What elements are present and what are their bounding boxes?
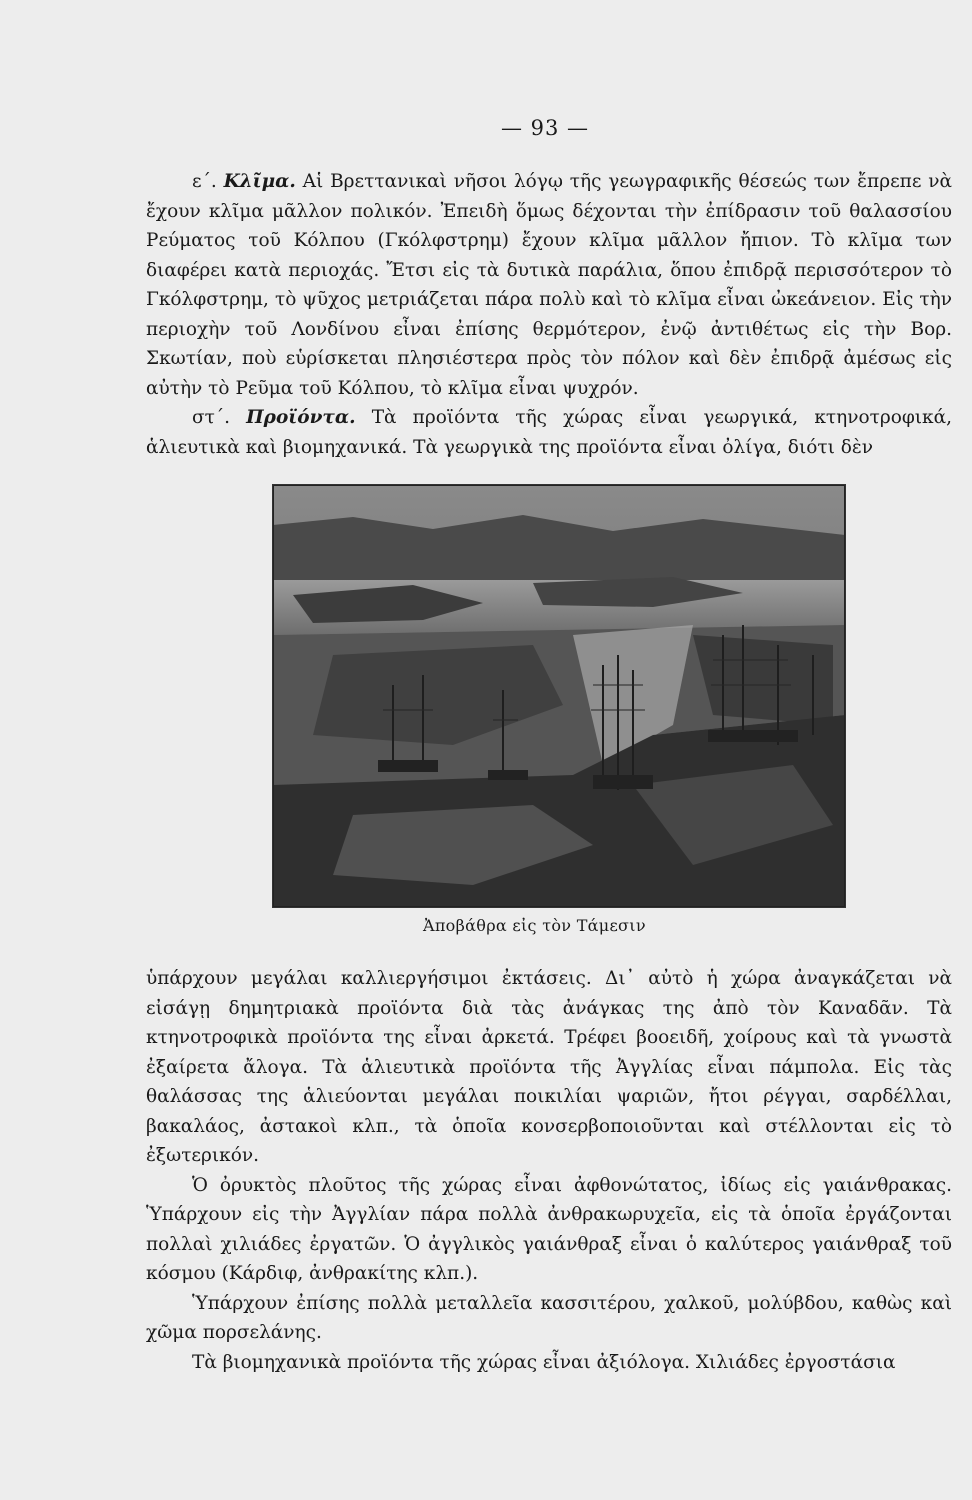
paragraph-agriculture-livestock-fishing: ὑπάρχουν μεγάλαι καλλιεργήσιμοι ἐκτάσεις. Δι᾿ αὐτὸ ἡ χώρα ἀναγκάζεται νὰ εἰσάγῃ δημητριακὰ προϊόντα διὰ τὰς ἀνάγκας της ἀπὸ τὸν Καναδᾶν. Τὰ κτηνοτροφικὰ προϊόντα της εἶναι ἀρκετά. Τρέφει βοοειδῆ, χοίρους καὶ τὰ γνωστὰ ἐξαίρετα ἄλογα. Τὰ ἁλιευτικὰ προϊόντα τῆς Ἀγγλίας εἶναι πάμπολα. Εἰς τὰς θαλάσσας της ἁλιεύονται μεγάλαι ποικιλίαι ψαριῶν, ἤτοι ρέγγαι, σαρδέλλαι, βακαλάος, ἀστακοὶ κλπ., τὰ ὁποῖα κονσερβοποιοῦνται καὶ στέλλονται εἰς τὸ ἐξωτερικόν. (146, 968, 952, 1166)
heading-climate: Κλῖμα. (223, 171, 296, 192)
figure-caption: Ἀποβάθρα εἰς τὸν Τάμεσιν (423, 916, 646, 935)
lower-text-block (146, 964, 952, 1377)
paragraph-mineral-wealth: Ὁ ὀρυκτὸς πλοῦτος τῆς χώρας εἶναι ἀφθονώτατος, ἰδίως εἰς γαιάνθρακας. Ὑπάρχουν εἰς τὴν Ἀγγλίαν πάρα πολλὰ ἀνθρακωρυχεῖα, εἰς τὰ ὁποῖα ἐργάζονται πολλαὶ χιλιάδες ἐργατῶν. Ὁ ἀγγλικὸς γαιάνθραξ εἶναι ὁ καλύτερος γαιάνθραξ τοῦ κόσμου (Κάρδιφ, ἀνθρακίτης κλπ.). (146, 1174, 952, 1284)
heading-products: Προϊόντα. (246, 407, 356, 428)
harbor-photo-illustration (273, 485, 845, 907)
section-marker-st: στ΄. (192, 407, 230, 428)
paragraph-climate (146, 167, 952, 403)
products-text: Τὰ προϊόντα τῆς χώρας εἶναι γεωργικά, κτηνοτροφικά, ἁλιευτικὰ καὶ βιομηχανικά. Τὰ γεωργικὰ της προϊόντα εἶναι ὀλίγα, διότι δὲν (146, 407, 952, 458)
climate-text: Αἱ Βρεττανικαὶ νῆσοι λόγῳ τῆς γεωγραφικῆς θέσεώς των ἔπρεπε νὰ ἔχουν κλῖμα μᾶλλον πολικόν. Ἐπειδὴ ὅμως δέχονται τὴν ἐπίδρασιν τοῦ θαλασσίου Ρεύματος τοῦ Κόλπου (Γκόλφστρημ) ἔχουν κλῖμα μᾶλλον ἤπιον. Τὸ κλῖμα των διαφέρει κατὰ περιοχάς. Ἔτσι εἰς τὰ δυτικὰ παράλια, ὅπου ἐπιδρᾷ περισσότερον τὸ Γκόλφστρημ, τὸ ψῦχος μετριάζεται πάρα πολὺ καὶ τὸ κλῖμα εἶναι ὠκεάνειον. Εἰς τὴν περιοχὴν τοῦ Λονδίνου εἶναι ἐπίσης θερμότερον, ἐνῷ ἀντιθέτως εἰς τὴν Βορ. Σκωτίαν, ποὺ εὑρίσκεται πλησιέστερα πρὸς τὸν πόλον καὶ δὲν ἐπιδρᾷ ἀμέσως εἰς αὐτὴν τὸ Ρεῦμα τοῦ Κόλπου, τὸ κλῖμα εἶναι ψυχρόν. (146, 171, 952, 399)
paragraph-products (146, 403, 952, 462)
thames-dock-photo (272, 484, 846, 908)
page-number: — 93 — (500, 116, 590, 140)
paragraph-industry: Τὰ βιομηχανικὰ προϊόντα τῆς χώρας εἶναι ἀξιόλογα. Χιλιάδες ἐργοστάσια (192, 1351, 896, 1373)
upper-text-block (146, 167, 952, 462)
section-marker-e: ε΄. (192, 171, 217, 192)
paragraph-mines: Ὑπάρχουν ἐπίσης πολλὰ μεταλλεῖα κασσιτέρου, χαλκοῦ, μολύβδου, καθὼς καὶ χῶμα πορσελάνης. (146, 1292, 952, 1343)
